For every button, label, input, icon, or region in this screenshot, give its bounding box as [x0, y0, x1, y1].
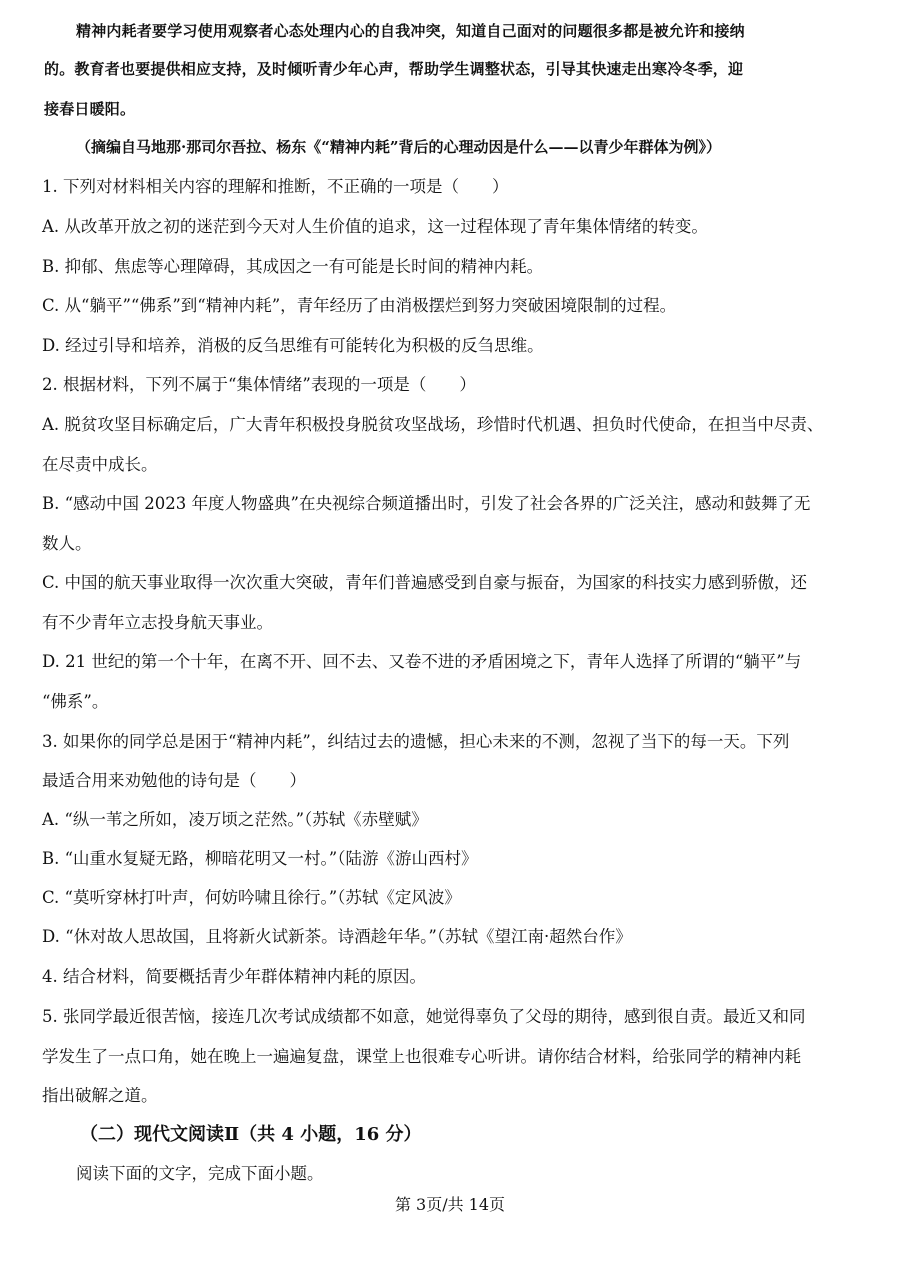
source-note: （摘编自马地那·那司尔吾拉、杨东《“精神内耗”背后的心理动因是什么——以青少年群体为例》） — [76, 138, 721, 156]
q3-stem-line1: 3. 如果你的同学总是困于“精神内耗”，纠结过去的遗憾，担心未来的不测，忽视了当下的每一天。下列 — [42, 732, 790, 751]
q3-option-d: D. “休对故人思故国，且将新火试新茶。诗酒趁年华。”（苏轼《望江南·超然台作》 — [42, 927, 632, 946]
q1-option-a: A. 从改革开放之初的迷茫到今天对人生价值的追求，这一过程体现了青年集体情绪的转变。 — [42, 217, 708, 236]
q2-option-d-line2: “佛系”。 — [42, 692, 109, 711]
q5-line1: 5. 张同学最近很苦恼，接连几次考试成绩都不如意，她觉得辜负了父母的期待，感到很自责。最近又和同 — [42, 1007, 806, 1026]
q3-stem-line2: 最适合用来劝勉他的诗句是（ ） — [42, 771, 306, 790]
q3-option-b: B. “山重水复疑无路，柳暗花明又一村。”（陆游《游山西村》 — [42, 849, 478, 868]
section-instruction: 阅读下面的文字，完成下面小题。 — [76, 1164, 324, 1183]
q1-stem: 1. 下列对材料相关内容的理解和推断，不正确的一项是（ ） — [42, 177, 509, 196]
q2-option-b-line1: B. “感动中国 2023 年度人物盛典”在央视综合频道播出时，引发了社会各界的广泛关注，感动和鼓舞了无 — [42, 494, 811, 513]
section-heading: （二）现代文阅读Ⅱ（共 4 小题，16 分） — [80, 1124, 422, 1145]
q1-option-c: C. 从“躺平”“佛系”到“精神内耗”，青年经历了由消极摆烂到努力突破困境限制的过程。 — [42, 296, 677, 315]
q3-option-c: C. “莫听穿林打叶声，何妨吟啸且徐行。”（苏轼《定风波》 — [42, 888, 461, 907]
q1-option-b: B. 抑郁、焦虑等心理障碍，其成因之一有可能是长时间的精神内耗。 — [42, 257, 544, 276]
q2-option-a-line1: A. 脱贫攻坚目标确定后，广大青年积极投身脱贫攻坚战场，珍惜时代机遇、担负时代使命，在担当中尽责、 — [42, 415, 824, 434]
q2-stem: 2. 根据材料，下列不属于“集体情绪”表现的一项是（ ） — [42, 375, 476, 394]
q2-option-c-line2: 有不少青年立志投身航天事业。 — [42, 613, 273, 632]
q4-stem: 4. 结合材料，简要概括青少年群体精神内耗的原因。 — [42, 967, 426, 986]
q2-option-d-line1: D. 21 世纪的第一个十年，在离不开、回不去、又卷不进的矛盾困境之下，青年人选择了所谓的“躺平”与 — [42, 652, 802, 671]
q3-option-a: A. “纵一苇之所如，凌万顷之茫然。”（苏轼《赤壁赋》 — [42, 810, 428, 829]
q2-option-b-line2: 数人。 — [42, 534, 92, 553]
intro-line-1: 精神内耗者要学习使用观察者心态处理内心的自我冲突，知道自己面对的问题很多都是被允许和接纳 — [76, 22, 745, 40]
intro-line-3: 接春日暖阳。 — [44, 100, 136, 118]
q2-option-a-line2: 在尽责中成长。 — [42, 455, 158, 474]
q5-line2: 学发生了一点口角，她在晚上一遍遍复盘，课堂上也很难专心听讲。请你结合材料，给张同学的精神内耗 — [42, 1047, 801, 1066]
page-number: 第 3页/共 14页 — [394, 1195, 506, 1214]
q1-option-d: D. 经过引导和培养，消极的反刍思维有可能转化为积极的反刍思维。 — [42, 336, 544, 355]
intro-line-2: 的。教育者也要提供相应支持，及时倾听青少年心声，帮助学生调整状态，引导其快速走出寒冷冬季，迎 — [44, 60, 744, 78]
q5-line3: 指出破解之道。 — [42, 1086, 158, 1105]
q2-option-c-line1: C. 中国的航天事业取得一次次重大突破，青年们普遍感受到自豪与振奋，为国家的科技实力感到骄傲，还 — [42, 573, 808, 592]
